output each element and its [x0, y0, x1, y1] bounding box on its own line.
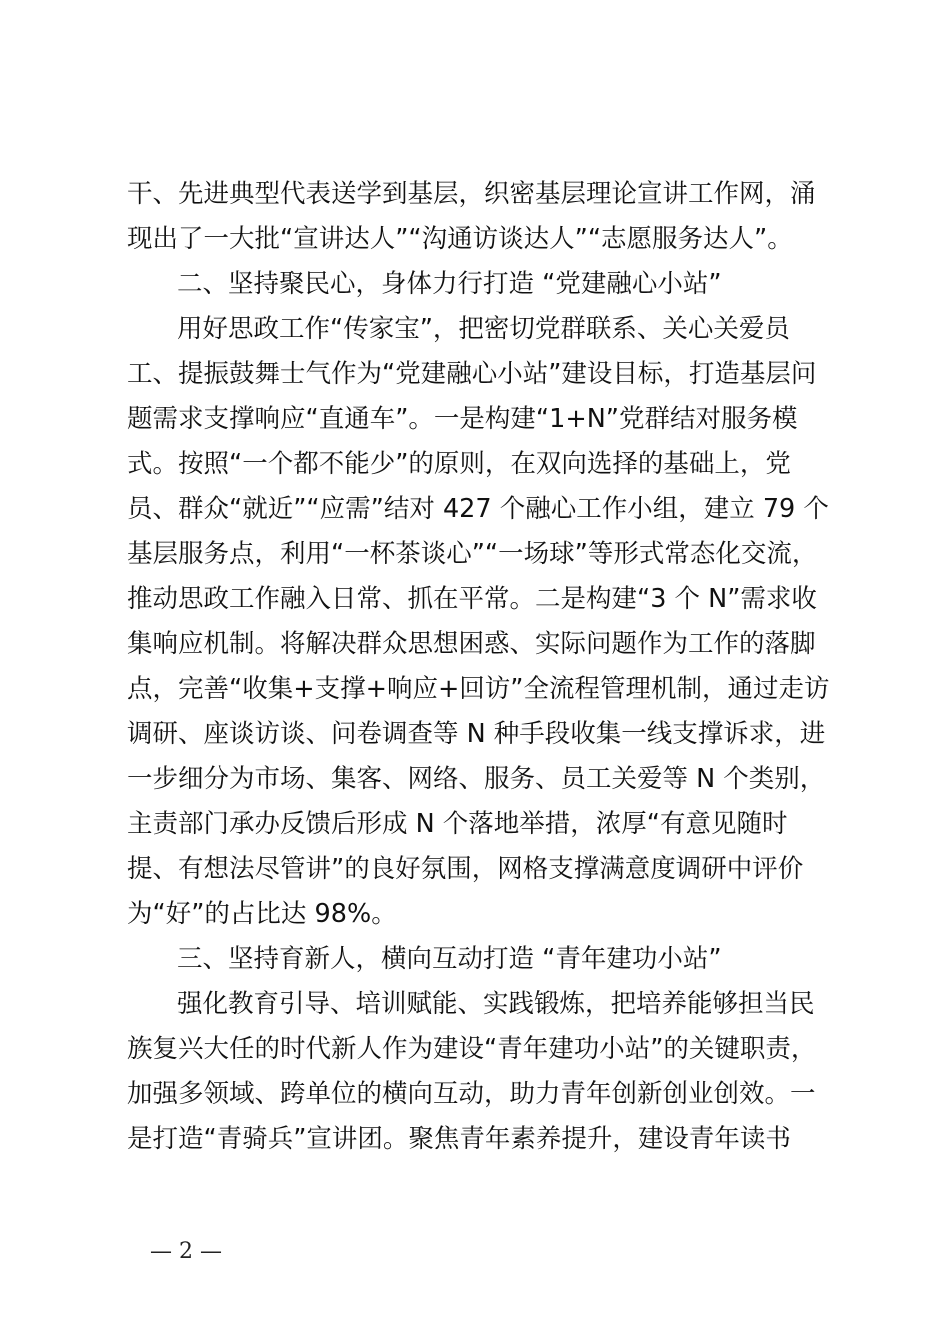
- paragraph-line: 员、群众“就近”“应需”结对 427 个融心工作小组，建立 79 个: [127, 494, 829, 524]
- paragraph-line: 一步细分为市场、集客、网络、服务、员工关爱等 N 个类别，: [127, 764, 826, 794]
- paragraph-line: 调研、座谈访谈、问卷调查等 N 种手段收集一线支撑诉求，进: [127, 719, 826, 749]
- paragraph-line: 推动思政工作融入日常、抓在平常。二是构建“3 个 N”需求收: [127, 584, 817, 614]
- paragraph-line: 主责部门承办反馈后形成 N 个落地举措，浓厚“有意见随时: [127, 809, 788, 839]
- paragraph-line: 强化教育引导、培训赋能、实践锻炼，把培养能够担当民: [177, 989, 815, 1019]
- paragraph-line: 工、提振鼓舞士气作为“党建融心小站”建设目标，打造基层问: [127, 359, 817, 389]
- paragraph-line: 为“好”的占比达 98%。: [127, 899, 397, 929]
- paragraph-line: 集响应机制。将解决群众思想困惑、实际问题作为工作的落脚: [127, 629, 816, 659]
- paragraph-line: 现出了一大批“宣讲达人”“沟通访谈达人”“志愿服务达人”。: [127, 224, 793, 254]
- paragraph-line: 干、先进典型代表送学到基层，织密基层理论宣讲工作网，涌: [127, 179, 816, 209]
- section-heading-3: 三、坚持育新人，横向互动打造 “青年建功小站”: [177, 944, 722, 974]
- paragraph-line: 是打造“青骑兵”宣讲团。聚焦青年素养提升，建设青年读书: [127, 1124, 791, 1154]
- paragraph-line: 基层服务点，利用“一杯茶谈心”“一场球”等形式常态化交流，: [127, 539, 818, 569]
- paragraph-line: 式。按照“一个都不能少”的原则，在双向选择的基础上，党: [127, 449, 791, 479]
- paragraph-line: 用好思政工作“传家宝”，把密切党群联系、关心关爱员: [177, 314, 790, 344]
- paragraph-line: 加强多领域、跨单位的横向互动，助力青年创新创业创效。一: [127, 1079, 816, 1109]
- paragraph-line: 题需求支撑响应“直通车”。一是构建“1+N”党群结对服务模: [127, 404, 798, 434]
- paragraph-line: 提、有想法尽管讲”的良好氛围，网格支撑满意度调研中评价: [127, 854, 804, 884]
- page-number: — 2 —: [150, 1239, 222, 1264]
- section-heading-2: 二、坚持聚民心，身体力行打造 “党建融心小站”: [177, 269, 722, 299]
- paragraph-line: 点，完善“收集+支撑+响应+回访”全流程管理机制，通过走访: [127, 674, 830, 704]
- paragraph-line: 族复兴大任的时代新人作为建设“青年建功小站”的关键职责，: [127, 1034, 817, 1064]
